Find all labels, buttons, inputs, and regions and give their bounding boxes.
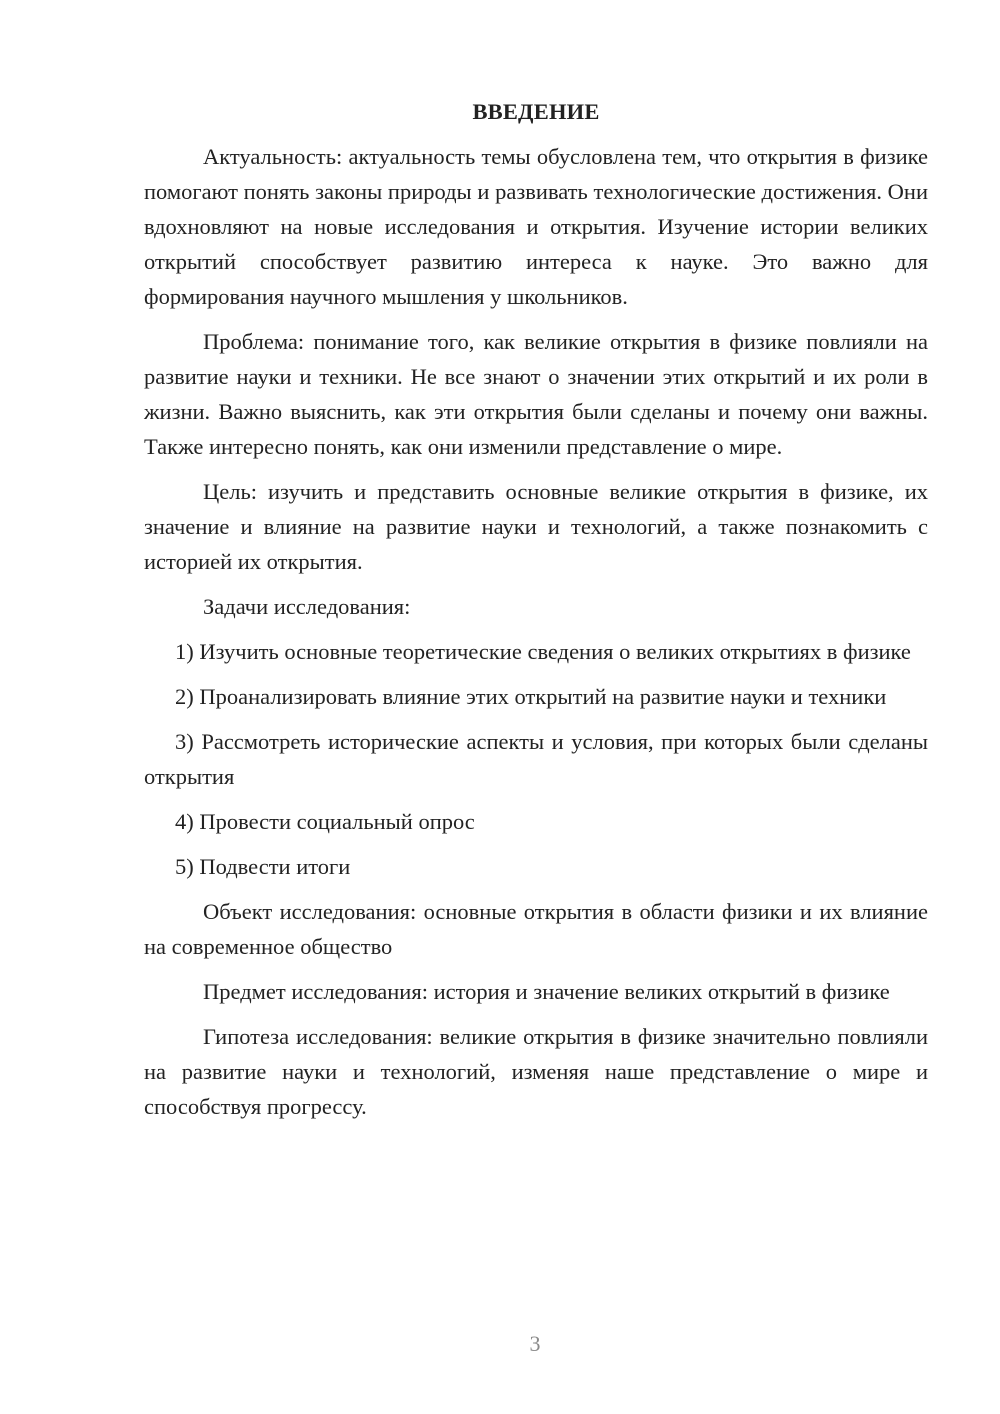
task-item-5: 5) Подвести итоги — [175, 854, 351, 879]
tasks-heading: Задачи исследования: — [203, 594, 411, 619]
object-paragraph: Объект исследования: основные открытия в области физики и их влияние на современное общество — [144, 899, 928, 959]
page-title: ВВЕДЕНИЕ — [472, 99, 600, 124]
task-item-1: 1) Изучить основные теоретические сведения о великих открытиях в физике — [175, 639, 911, 664]
problem-paragraph: Проблема: понимание того, как великие открытия в физике повлияли на развитие науки и техники. Не все знают о значении этих открытий и их роли в жизни. Важно выяснить, как эти открытия были сделаны и почему они важны. Также интересно понять, как они изменили представление о мире. — [144, 329, 928, 459]
task-item-3: 3) Рассмотреть исторические аспекты и условия, при которых были сделаны открытия — [144, 729, 928, 789]
task-item-4: 4) Провести социальный опрос — [175, 809, 475, 834]
page-number: 3 — [529, 1331, 541, 1356]
page-content — [144, 94, 928, 1134]
relevance-paragraph: Актуальность: актуальность темы обусловлена тем, что открытия в физике помогают понять законы природы и развивать технологические достижения. Они вдохновляют на новые исследования и открытия. Изучение истории великих открытий способствует развитию интереса к науке. Это важно для формирования научного мышления у школьников. — [144, 144, 928, 309]
hypothesis-paragraph: Гипотеза исследования: великие открытия в физике значительно повлияли на развитие науки и технологий, изменяя наше представление о мире и способствуя прогрессу. — [144, 1024, 928, 1119]
task-item-2: 2) Проанализировать влияние этих открытий на развитие науки и техники — [175, 684, 887, 709]
subject-paragraph: Предмет исследования: история и значение великих открытий в физике — [203, 979, 890, 1004]
goal-paragraph: Цель: изучить и представить основные великие открытия в физике, их значение и влияние на развитие науки и технологий, а также познакомить с историей их открытия. — [144, 479, 928, 574]
